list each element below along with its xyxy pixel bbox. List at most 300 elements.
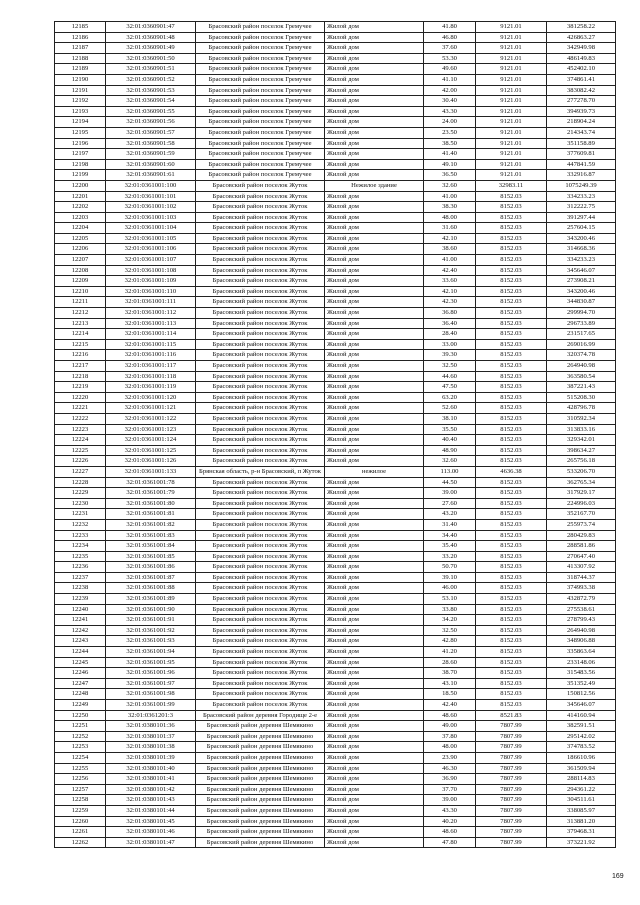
cadastral-number-cell: 32:01:0360901:53 — [106, 85, 196, 96]
address-cell: Брасовский район поселок Гремучее — [196, 53, 325, 64]
unit-rate-cell: 8152.03 — [476, 572, 547, 583]
unit-rate-cell: 8152.03 — [476, 541, 547, 552]
table-row — [55, 466, 616, 477]
table-row — [55, 276, 616, 287]
table-row — [55, 700, 616, 711]
cadastral-number-cell: 32:01:0380101:39 — [106, 752, 196, 763]
cadastral-number-cell: 32:01:0361001:121 — [106, 403, 196, 414]
cadastral-number-cell: 32:01:0360901:59 — [106, 149, 196, 160]
table-row — [55, 96, 616, 107]
object-type-cell: Жилой дом — [325, 339, 424, 350]
area-cell: 35.40 — [424, 541, 476, 552]
unit-rate-cell: 8152.03 — [476, 318, 547, 329]
cadastral-value-cell: 320374.78 — [547, 350, 616, 361]
row-number-cell: 12232 — [55, 519, 106, 530]
table-row — [55, 233, 616, 244]
area-cell: 18.50 — [424, 689, 476, 700]
object-type-cell: Жилой дом — [325, 85, 424, 96]
cadastral-value-cell: 373221.92 — [547, 837, 616, 848]
object-type-cell: Жилой дом — [325, 647, 424, 658]
cadastral-number-cell: 32:01:0360901:50 — [106, 53, 196, 64]
cadastral-number-cell: 32:01:0361001:111 — [106, 297, 196, 308]
object-type-cell: Жилой дом — [325, 382, 424, 393]
object-type-cell: Жилой дом — [325, 392, 424, 403]
cadastral-value-cell: 332916.87 — [547, 170, 616, 181]
object-type-cell: Жилой дом — [325, 202, 424, 213]
object-type-cell: Жилой дом — [325, 32, 424, 43]
area-cell: 33.80 — [424, 604, 476, 615]
row-number-cell: 12187 — [55, 43, 106, 54]
object-type-cell: Жилой дом — [325, 742, 424, 753]
cadastral-number-cell: 32:01:0361001:117 — [106, 361, 196, 372]
address-cell: Брасовский район деревня Шемякино — [196, 731, 325, 742]
area-cell: 42.40 — [424, 700, 476, 711]
table-row — [55, 594, 616, 605]
row-number-cell: 12218 — [55, 371, 106, 382]
address-cell: Брасовский район поселок Гремучее — [196, 159, 325, 170]
address-cell: Брасовский район поселок Жуток — [196, 594, 325, 605]
table-row — [55, 456, 616, 467]
unit-rate-cell: 8152.03 — [476, 678, 547, 689]
table-row — [55, 541, 616, 552]
object-type-cell: Жилой дом — [325, 752, 424, 763]
unit-rate-cell: 7807.99 — [476, 816, 547, 827]
cadastral-number-cell: 32:01:0360901:57 — [106, 127, 196, 138]
cadastral-value-cell: 275538.61 — [547, 604, 616, 615]
row-number-cell: 12203 — [55, 212, 106, 223]
object-type-cell: Жилой дом — [325, 212, 424, 223]
table-row — [55, 149, 616, 160]
unit-rate-cell: 8152.03 — [476, 223, 547, 234]
area-cell: 43.30 — [424, 106, 476, 117]
page-number: 169 — [612, 873, 624, 880]
cadastral-number-cell: 32:01:0361001:85 — [106, 551, 196, 562]
row-number-cell: 12202 — [55, 202, 106, 213]
table-row — [55, 329, 616, 340]
area-cell: 49.60 — [424, 64, 476, 75]
cadastral-value-cell: 486149.83 — [547, 53, 616, 64]
row-number-cell: 12228 — [55, 477, 106, 488]
cadastral-number-cell: 32:01:0361001:94 — [106, 647, 196, 658]
area-cell: 38.10 — [424, 413, 476, 424]
area-cell: 32.60 — [424, 180, 476, 191]
address-cell: Брасовский район поселок Жуток — [196, 604, 325, 615]
cadastral-value-cell: 387221.43 — [547, 382, 616, 393]
cadastral-value-cell: 351352.49 — [547, 678, 616, 689]
unit-rate-cell: 8152.03 — [476, 562, 547, 573]
unit-rate-cell: 7807.99 — [476, 752, 547, 763]
unit-rate-cell: 8152.03 — [476, 350, 547, 361]
cadastral-value-cell: 379468.31 — [547, 827, 616, 838]
row-number-cell: 12252 — [55, 731, 106, 742]
table-row — [55, 244, 616, 255]
cadastral-value-cell: 382591.51 — [547, 721, 616, 732]
cadastral-value-cell: 270647.40 — [547, 551, 616, 562]
object-type-cell: Жилой дом — [325, 435, 424, 446]
unit-rate-cell: 8152.03 — [476, 413, 547, 424]
object-type-cell: Жилой дом — [325, 223, 424, 234]
cadastral-number-cell: 32:01:0361001:100 — [106, 180, 196, 191]
object-type-cell: Жилой дом — [325, 170, 424, 181]
row-number-cell: 12231 — [55, 509, 106, 520]
cadastral-value-cell: 1075249.39 — [547, 180, 616, 191]
object-type-cell: Жилой дом — [325, 350, 424, 361]
cadastral-number-cell: 32:01:0361001:93 — [106, 636, 196, 647]
address-cell: Брасовский район поселок Жуток — [196, 498, 325, 509]
object-type-cell: Жилой дом — [325, 774, 424, 785]
area-cell: 48.00 — [424, 742, 476, 753]
area-cell: 36.50 — [424, 170, 476, 181]
table-row — [55, 424, 616, 435]
cadastral-number-cell: 32:01:0360901:49 — [106, 43, 196, 54]
cadastral-value-cell: 310592.34 — [547, 413, 616, 424]
object-type-cell: Жилой дом — [325, 837, 424, 848]
cadastral-number-cell: 32:01:0380101:36 — [106, 721, 196, 732]
object-type-cell: Жилой дом — [325, 456, 424, 467]
unit-rate-cell: 9121.01 — [476, 117, 547, 128]
area-cell: 42.40 — [424, 265, 476, 276]
address-cell: Брасовский район поселок Гремучее — [196, 43, 325, 54]
address-cell: Брасовский район поселок Жуток — [196, 477, 325, 488]
unit-rate-cell: 8152.03 — [476, 424, 547, 435]
cadastral-number-cell: 32:01:0361001:87 — [106, 572, 196, 583]
address-cell: Брасовский район поселок Жуток — [196, 625, 325, 636]
unit-rate-cell: 7807.99 — [476, 827, 547, 838]
cadastral-number-cell: 32:01:0361001:116 — [106, 350, 196, 361]
address-cell: Брасовский район поселок Жуток — [196, 202, 325, 213]
address-cell: Брасовский район поселок Жуток — [196, 583, 325, 594]
row-number-cell: 12223 — [55, 424, 106, 435]
unit-rate-cell: 9121.01 — [476, 53, 547, 64]
cadastral-value-cell: 515208.30 — [547, 392, 616, 403]
object-type-cell: Жилой дом — [325, 562, 424, 573]
unit-rate-cell: 9121.01 — [476, 96, 547, 107]
cadastral-number-cell: 32:01:0361001:88 — [106, 583, 196, 594]
object-type-cell: Жилой дом — [325, 700, 424, 711]
address-cell: Брасовский район поселок Гремучее — [196, 22, 325, 33]
row-number-cell: 12190 — [55, 74, 106, 85]
area-cell: 34.20 — [424, 615, 476, 626]
address-cell: Брасовский район поселок Жуток — [196, 647, 325, 658]
address-cell: Брасовский район поселок Жуток — [196, 530, 325, 541]
row-number-cell: 12211 — [55, 297, 106, 308]
area-cell: 46.30 — [424, 763, 476, 774]
cadastral-number-cell: 32:01:0360901:47 — [106, 22, 196, 33]
row-number-cell: 12233 — [55, 530, 106, 541]
cadastral-value-cell: 264940.98 — [547, 625, 616, 636]
table-row — [55, 339, 616, 350]
address-cell: Брасовский район поселок Гремучее — [196, 127, 325, 138]
cadastral-value-cell: 452402.10 — [547, 64, 616, 75]
object-type-cell: Жилой дом — [325, 361, 424, 372]
object-type-cell: Жилой дом — [325, 827, 424, 838]
table-row — [55, 180, 616, 191]
address-cell: Брасовский район поселок Жуток — [196, 572, 325, 583]
table-row — [55, 255, 616, 266]
area-cell: 42.10 — [424, 286, 476, 297]
cadastral-number-cell: 32:01:0360901:60 — [106, 159, 196, 170]
cadastral-number-cell: 32:01:0361001:84 — [106, 541, 196, 552]
area-cell: 24.00 — [424, 117, 476, 128]
cadastral-value-cell: 295142.02 — [547, 731, 616, 742]
cadastral-value-cell: 296733.89 — [547, 318, 616, 329]
unit-rate-cell: 8152.03 — [476, 657, 547, 668]
cadastral-number-cell: 32:01:0361001:133 — [106, 466, 196, 477]
cadastral-number-cell: 32:01:0361001:126 — [106, 456, 196, 467]
row-number-cell: 12250 — [55, 710, 106, 721]
cadastral-number-cell: 32:01:0361001:112 — [106, 308, 196, 319]
unit-rate-cell: 8152.03 — [476, 286, 547, 297]
table-row — [55, 615, 616, 626]
cadastral-value-cell: 329342.01 — [547, 435, 616, 446]
unit-rate-cell: 8152.03 — [476, 498, 547, 509]
object-type-cell: Жилой дом — [325, 615, 424, 626]
address-cell: Брасовский район деревня Шемякино — [196, 805, 325, 816]
address-cell: Брасовский район поселок Гремучее — [196, 85, 325, 96]
cadastral-number-cell: 32:01:0361001:102 — [106, 202, 196, 213]
row-number-cell: 12238 — [55, 583, 106, 594]
area-cell: 27.60 — [424, 498, 476, 509]
cadastral-number-cell: 32:01:0360901:61 — [106, 170, 196, 181]
row-number-cell: 12207 — [55, 255, 106, 266]
area-cell: 38.30 — [424, 202, 476, 213]
row-number-cell: 12230 — [55, 498, 106, 509]
unit-rate-cell: 8152.03 — [476, 625, 547, 636]
table-row — [55, 816, 616, 827]
address-cell: Брасовский район поселок Гремучее — [196, 149, 325, 160]
unit-rate-cell: 7807.99 — [476, 742, 547, 753]
cadastral-value-cell: 255973.74 — [547, 519, 616, 530]
address-cell: Брасовский район деревня Шемякино — [196, 752, 325, 763]
unit-rate-cell: 8152.03 — [476, 329, 547, 340]
area-cell: 41.40 — [424, 149, 476, 160]
unit-rate-cell: 8152.03 — [476, 615, 547, 626]
area-cell: 38.50 — [424, 138, 476, 149]
address-cell: Брянская область, р-н Брасовский, п Жуток — [196, 466, 325, 477]
cadastral-number-cell: 32:01:0361001:110 — [106, 286, 196, 297]
unit-rate-cell: 8152.03 — [476, 530, 547, 541]
unit-rate-cell: 8152.03 — [476, 233, 547, 244]
unit-rate-cell: 8152.03 — [476, 361, 547, 372]
cadastral-value-cell: 362765.34 — [547, 477, 616, 488]
row-number-cell: 12212 — [55, 308, 106, 319]
object-type-cell: нежилое — [325, 466, 424, 477]
cadastral-value-cell: 414160.94 — [547, 710, 616, 721]
address-cell: Брасовский район поселок Жуток — [196, 244, 325, 255]
table-row — [55, 731, 616, 742]
row-number-cell: 12205 — [55, 233, 106, 244]
cadastral-value-cell: 352167.70 — [547, 509, 616, 520]
area-cell: 42.80 — [424, 636, 476, 647]
address-cell: Брасовский район деревня Шемякино — [196, 784, 325, 795]
object-type-cell: Жилой дом — [325, 604, 424, 615]
object-type-cell: Жилой дом — [325, 445, 424, 456]
object-type-cell: Жилой дом — [325, 43, 424, 54]
address-cell: Брасовский район деревня Шемякино — [196, 774, 325, 785]
address-cell: Брасовский район поселок Гремучее — [196, 96, 325, 107]
table-row — [55, 265, 616, 276]
unit-rate-cell: 8152.03 — [476, 509, 547, 520]
area-cell: 39.00 — [424, 488, 476, 499]
area-cell: 48.60 — [424, 827, 476, 838]
object-type-cell: Жилой дом — [325, 64, 424, 75]
row-number-cell: 12185 — [55, 22, 106, 33]
unit-rate-cell: 8152.03 — [476, 255, 547, 266]
object-type-cell: Жилой дом — [325, 286, 424, 297]
row-number-cell: 12226 — [55, 456, 106, 467]
area-cell: 46.80 — [424, 32, 476, 43]
row-number-cell: 12234 — [55, 541, 106, 552]
cadastral-value-cell: 383082.42 — [547, 85, 616, 96]
address-cell: Брасовский район поселок Жуток — [196, 689, 325, 700]
object-type-cell: Жилой дом — [325, 265, 424, 276]
table-row — [55, 827, 616, 838]
area-cell: 38.60 — [424, 244, 476, 255]
table-row — [55, 657, 616, 668]
row-number-cell: 12241 — [55, 615, 106, 626]
object-type-cell: Жилой дом — [325, 106, 424, 117]
table-row — [55, 53, 616, 64]
cadastral-value-cell: 273908.21 — [547, 276, 616, 287]
unit-rate-cell: 8152.03 — [476, 689, 547, 700]
table-row — [55, 668, 616, 679]
address-cell: Брасовский район поселок Жуток — [196, 445, 325, 456]
cadastral-number-cell: 32:01:0361001:83 — [106, 530, 196, 541]
row-number-cell: 12229 — [55, 488, 106, 499]
area-cell: 33.60 — [424, 276, 476, 287]
cadastral-number-cell: 32:01:0361001:95 — [106, 657, 196, 668]
address-cell: Брасовский район поселок Жуток — [196, 223, 325, 234]
cadastral-number-cell: 32:01:0361001:108 — [106, 265, 196, 276]
unit-rate-cell: 7807.99 — [476, 805, 547, 816]
table-row — [55, 509, 616, 520]
row-number-cell: 12236 — [55, 562, 106, 573]
address-cell: Брасовский район поселок Жуток — [196, 413, 325, 424]
row-number-cell: 12239 — [55, 594, 106, 605]
row-number-cell: 12249 — [55, 700, 106, 711]
unit-rate-cell: 8152.03 — [476, 583, 547, 594]
object-type-cell: Жилой дом — [325, 244, 424, 255]
unit-rate-cell: 9121.01 — [476, 32, 547, 43]
cadastral-value-cell: 426863.27 — [547, 32, 616, 43]
object-type-cell: Жилой дом — [325, 625, 424, 636]
unit-rate-cell: 8152.03 — [476, 647, 547, 658]
area-cell: 31.60 — [424, 223, 476, 234]
registry-table-body — [55, 22, 616, 848]
object-type-cell: Жилой дом — [325, 424, 424, 435]
cadastral-value-cell: 361509.94 — [547, 763, 616, 774]
area-cell: 37.80 — [424, 731, 476, 742]
address-cell: Брасовский район деревня Шемякино — [196, 816, 325, 827]
object-type-cell: Жилой дом — [325, 541, 424, 552]
address-cell: Брасовский район поселок Жуток — [196, 308, 325, 319]
cadastral-number-cell: 32:01:0361001:104 — [106, 223, 196, 234]
unit-rate-cell: 8152.03 — [476, 308, 547, 319]
address-cell: Брасовский район поселок Гремучее — [196, 170, 325, 181]
row-number-cell: 12245 — [55, 657, 106, 668]
table-row — [55, 625, 616, 636]
object-type-cell: Жилой дом — [325, 308, 424, 319]
cadastral-value-cell: 335863.64 — [547, 647, 616, 658]
row-number-cell: 12206 — [55, 244, 106, 255]
address-cell: Брасовский район поселок Жуток — [196, 615, 325, 626]
cadastral-value-cell: 231517.65 — [547, 329, 616, 340]
object-type-cell: Жилой дом — [325, 784, 424, 795]
cadastral-number-cell: 32:01:0361001:118 — [106, 371, 196, 382]
row-number-cell: 12191 — [55, 85, 106, 96]
table-row — [55, 413, 616, 424]
cadastral-number-cell: 32:01:0380101:38 — [106, 742, 196, 753]
cadastral-number-cell: 32:01:0361001:80 — [106, 498, 196, 509]
address-cell: Брасовский район поселок Жуток — [196, 180, 325, 191]
cadastral-value-cell: 299994.70 — [547, 308, 616, 319]
cadastral-number-cell: 32:01:0361001:113 — [106, 318, 196, 329]
cadastral-value-cell: 186610.96 — [547, 752, 616, 763]
address-cell: Брасовский район поселок Гремучее — [196, 106, 325, 117]
object-type-cell: Жилой дом — [325, 22, 424, 33]
table-row — [55, 392, 616, 403]
cadastral-number-cell: 32:01:0361001:89 — [106, 594, 196, 605]
unit-rate-cell: 8521.83 — [476, 710, 547, 721]
cadastral-value-cell: 218904.24 — [547, 117, 616, 128]
unit-rate-cell: 8152.03 — [476, 435, 547, 446]
area-cell: 37.60 — [424, 43, 476, 54]
row-number-cell: 12221 — [55, 403, 106, 414]
table-row — [55, 519, 616, 530]
object-type-cell: Жилой дом — [325, 53, 424, 64]
object-type-cell: Жилой дом — [325, 477, 424, 488]
unit-rate-cell: 8152.03 — [476, 477, 547, 488]
cadastral-number-cell: 32:01:0380101:41 — [106, 774, 196, 785]
area-cell: 63.20 — [424, 392, 476, 403]
row-number-cell: 12237 — [55, 572, 106, 583]
cadastral-value-cell: 391297.44 — [547, 212, 616, 223]
cadastral-value-cell: 338085.97 — [547, 805, 616, 816]
cadastral-number-cell: 32:01:0361001:122 — [106, 413, 196, 424]
row-number-cell: 12259 — [55, 805, 106, 816]
cadastral-number-cell: 32:01:0380101:45 — [106, 816, 196, 827]
unit-rate-cell: 8152.03 — [476, 604, 547, 615]
row-number-cell: 12209 — [55, 276, 106, 287]
cadastral-value-cell: 312222.75 — [547, 202, 616, 213]
area-cell: 48.60 — [424, 710, 476, 721]
object-type-cell: Жилой дом — [325, 689, 424, 700]
cadastral-number-cell: 32:01:0361001:97 — [106, 678, 196, 689]
unit-rate-cell: 9121.01 — [476, 85, 547, 96]
table-row — [55, 763, 616, 774]
cadastral-value-cell: 533206.70 — [547, 466, 616, 477]
table-row — [55, 562, 616, 573]
area-cell: 30.40 — [424, 96, 476, 107]
area-cell: 44.60 — [424, 371, 476, 382]
object-type-cell: Жилой дом — [325, 509, 424, 520]
cadastral-value-cell: 345646.07 — [547, 265, 616, 276]
address-cell: Брасовский район поселок Жуток — [196, 318, 325, 329]
unit-rate-cell: 8152.03 — [476, 202, 547, 213]
unit-rate-cell: 8152.03 — [476, 339, 547, 350]
cadastral-number-cell: 32:01:0360901:52 — [106, 74, 196, 85]
address-cell: Брасовский район поселок Жуток — [196, 519, 325, 530]
object-type-cell: Жилой дом — [325, 74, 424, 85]
unit-rate-cell: 7807.99 — [476, 837, 547, 848]
cadastral-value-cell: 432872.79 — [547, 594, 616, 605]
table-row — [55, 710, 616, 721]
row-number-cell: 12196 — [55, 138, 106, 149]
unit-rate-cell: 9121.01 — [476, 74, 547, 85]
object-type-cell: Жилой дом — [325, 498, 424, 509]
cadastral-number-cell: 32:01:0361001:78 — [106, 477, 196, 488]
row-number-cell: 12258 — [55, 795, 106, 806]
